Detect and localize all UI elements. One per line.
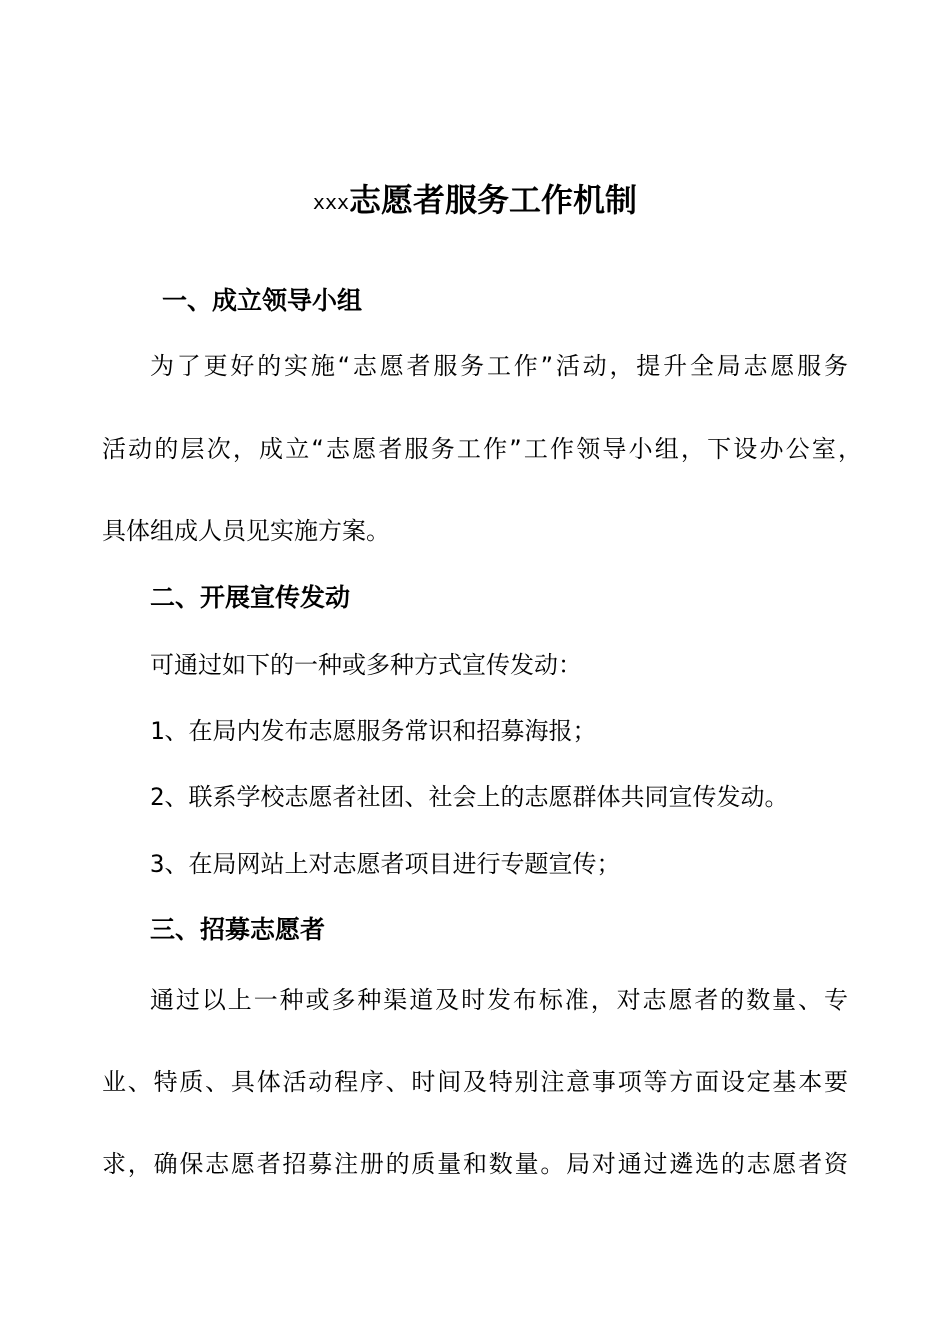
section-3-paragraph-line-1: 通过以上一种或多种渠道及时发布标准，对志愿者的数量、专	[150, 986, 848, 1014]
section-heading-3: 三、招募志愿者	[150, 915, 326, 944]
list-item	[150, 715, 596, 747]
section-1-paragraph-line-1: 为了更好的实施“志愿者服务工作”活动，提升全局志愿服务	[150, 352, 848, 380]
list-item-text: 、在局网站上对志愿者项目进行专题宣传；	[164, 850, 621, 878]
title-main: 志愿者服务工作机制	[349, 181, 638, 219]
list-item	[150, 848, 620, 880]
section-heading-2: 二、开展宣传发动	[150, 583, 351, 612]
section-1-paragraph-line-3: 具体组成人员见实施方案。	[102, 517, 390, 545]
list-item-number: 3	[150, 850, 165, 878]
list-item-number: 1	[150, 717, 165, 745]
section-3-paragraph-line-3: 求，确保志愿者招募注册的质量和数量。局对通过遴选的志愿者资	[102, 1150, 848, 1178]
list-item-text: 、在局内发布志愿服务常识和招募海报；	[164, 717, 597, 745]
list-item-number: 2	[150, 783, 165, 811]
section-3-paragraph-line-2: 业、特质、具体活动程序、时间及特别注意事项等方面设定基本要	[102, 1068, 848, 1096]
section-2-intro: 可通过如下的一种或多种方式宣传发动：	[150, 651, 582, 679]
list-item-text: 、联系学校志愿者社团、社会上的志愿群体共同宣传发动。	[164, 783, 789, 811]
title-prefix: xxx	[312, 190, 350, 214]
document-title	[0, 180, 950, 222]
list-item	[150, 781, 788, 813]
section-1-paragraph-line-2: 活动的层次，成立“志愿者服务工作”工作领导小组，下设办公室，	[102, 435, 862, 463]
section-heading-1: 一、成立领导小组	[162, 286, 363, 315]
